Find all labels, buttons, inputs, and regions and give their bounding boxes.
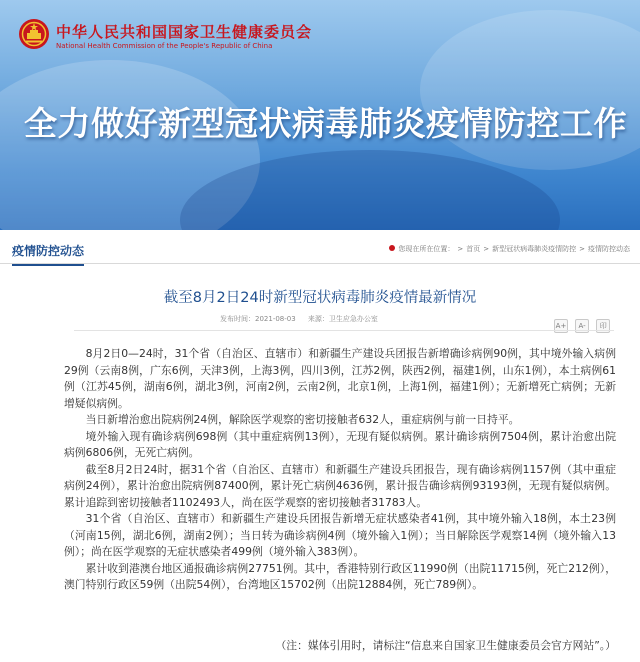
section-navbar [0, 234, 640, 264]
article-paragraph: 31个省（自治区、直辖市）和新疆生产建设兵团报告新增无症状感染者41例，其中境外输入18例，本土23例（河南15例，湖北6例，湖南2例）；当日转为确诊病例4例（境外输入1例）；当日解除医学观察14例（境外输入13例）；尚在医学观察的无症状感染者499例（境外输入383例）。 [64, 512, 616, 558]
publish-date: 发布时间：2021-08-03 [220, 315, 296, 323]
breadcrumb-link-covid[interactable]: 新型冠状病毒肺炎疫情防控 [492, 245, 577, 253]
banner-title: 全力做好新型冠状病毒肺炎疫情防控工作 [24, 104, 627, 143]
print-button[interactable]: 印 [596, 319, 610, 333]
breadcrumb-current[interactable]: 疫情防控动态 [588, 245, 630, 253]
article-title: 截至8月2日24时新型冠状病毒肺炎疫情最新情况 [163, 290, 477, 306]
site-brand-en: National Health Commission of the People's Republic of China [56, 42, 273, 50]
article-paragraph: 8月2日0—24时，31个省（自治区、直辖市）和新疆生产建设兵团报告新增确诊病例90例，其中境外输入病例29例（云南8例，广东6例，天津3例，上海3例，四川3例，江苏2例，陕西2例，福建1例，山东1例），本土病例61例（江苏45例，湖南6例，湖北3例，河南2例，云南2例，北京1例，上海1例，福建1例）；无新增死亡病例；无新增疑似病例。 [64, 347, 616, 410]
citation-note: （注：媒体引用时，请标注“信息来自国家卫生健康委员会官方网站”。） [275, 639, 616, 652]
article-body [64, 346, 616, 594]
article-paragraph: 截至8月2日24时，据31个省（自治区、直辖市）和新疆生产建设兵团报告，现有确诊病例1157例（其中重症病例24例），累计治愈出院病例87400例，累计死亡病例4636例，累计报告确诊病例93193例，无现有疑似病例。累计追踪到密切接触者1102493人，尚在医学观察的密切接触者31783人。 [64, 462, 616, 509]
breadcrumb-link-home[interactable]: 首页 [466, 245, 481, 253]
article-source: 来源：卫生应急办公室 [307, 315, 378, 323]
article-paragraph: 境外输入现有确诊病例698例（其中重症病例13例），无现有疑似病例。累计确诊病例7504例，累计治愈出院病例6806例，无死亡病例。 [64, 429, 616, 459]
article-meta [220, 314, 388, 324]
divider [74, 330, 614, 331]
header-banner [0, 0, 640, 230]
font-decrease-button[interactable]: A- [575, 319, 589, 333]
article-paragraph: 累计收到港澳台地区通报确诊病例27751例。其中，香港特别行政区11990例（出院11715例，死亡212例），澳门特别行政区59例（出院54例），台湾地区15702例（出院12884例，死亡789例）。 [64, 561, 616, 591]
breadcrumb: 您现在所在位置： > 首页 > 新型冠状病毒肺炎疫情防控 > 疫情防控动态 [389, 244, 630, 254]
national-emblem-icon[interactable] [18, 18, 50, 50]
breadcrumb-prefix: 您现在所在位置： [398, 245, 455, 253]
banner-decoration [420, 10, 640, 170]
font-increase-button[interactable]: A+ [554, 319, 568, 333]
location-pin-icon [389, 245, 395, 251]
article-paragraph: 当日新增治愈出院病例24例，解除医学观察的密切接触者632人，重症病例与前一日持平。 [85, 413, 520, 426]
site-brand-cn[interactable]: 中华人民共和国国家卫生健康委员会 [56, 23, 313, 41]
section-title[interactable]: 疫情防控动态 [12, 242, 84, 266]
